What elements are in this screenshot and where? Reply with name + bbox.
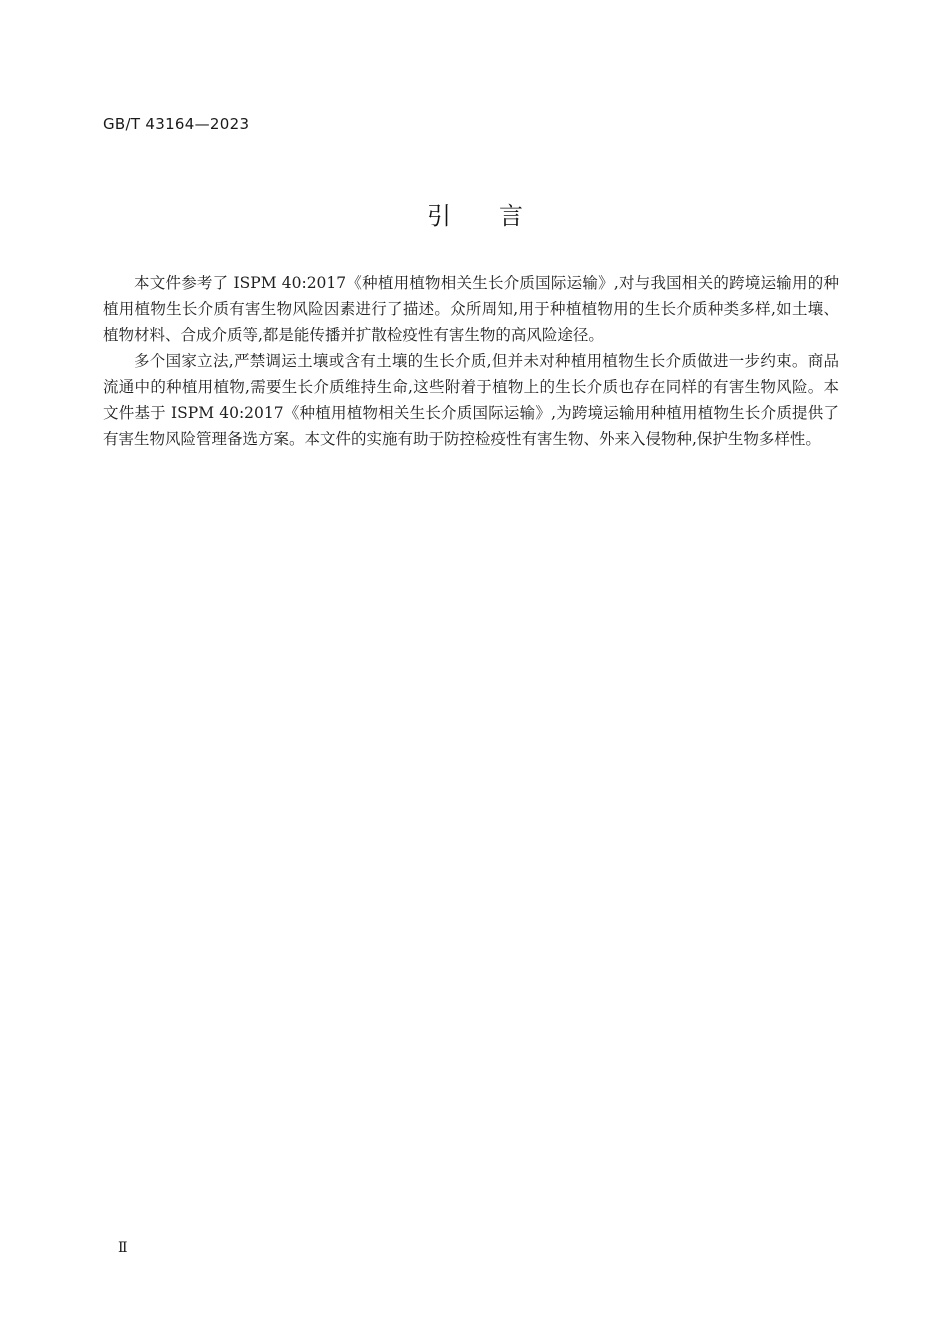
paragraph: 多个国家立法,严禁调运土壤或含有土壤的生长介质,但并未对种植用植物生长介质做进一步约束。商品流通中的种植用植物,需要生长介质维持生命,这些附着于植物上的生长介质也存在同样的有害生物风险。本文件基于 ISPM 40:2017《种植用植物相关生长介质国际运输》,为跨境运输用种植用植物生长介质提供了有害生物风险管理备选方案。本文件的实施有助于防控检疫性有害生物、外来入侵物种,保护生物多样性。 xyxy=(103,352,839,448)
standard-code: GB/T 43164—2023 xyxy=(103,115,250,133)
paragraph: 本文件参考了 ISPM 40:2017《种植用植物相关生长介质国际运输》,对与我国相关的跨境运输用的种植用植物生长介质有害生物风险因素进行了描述。众所周知,用于种植植物用的生长介质种类多样,如土壤、植物材料、合成介质等,都是能传播并扩散检疫性有害生物的高风险途径。 xyxy=(103,274,839,344)
page-number: Ⅱ xyxy=(118,1240,128,1256)
introduction-body xyxy=(103,270,839,452)
section-title: 引言 xyxy=(427,202,571,230)
